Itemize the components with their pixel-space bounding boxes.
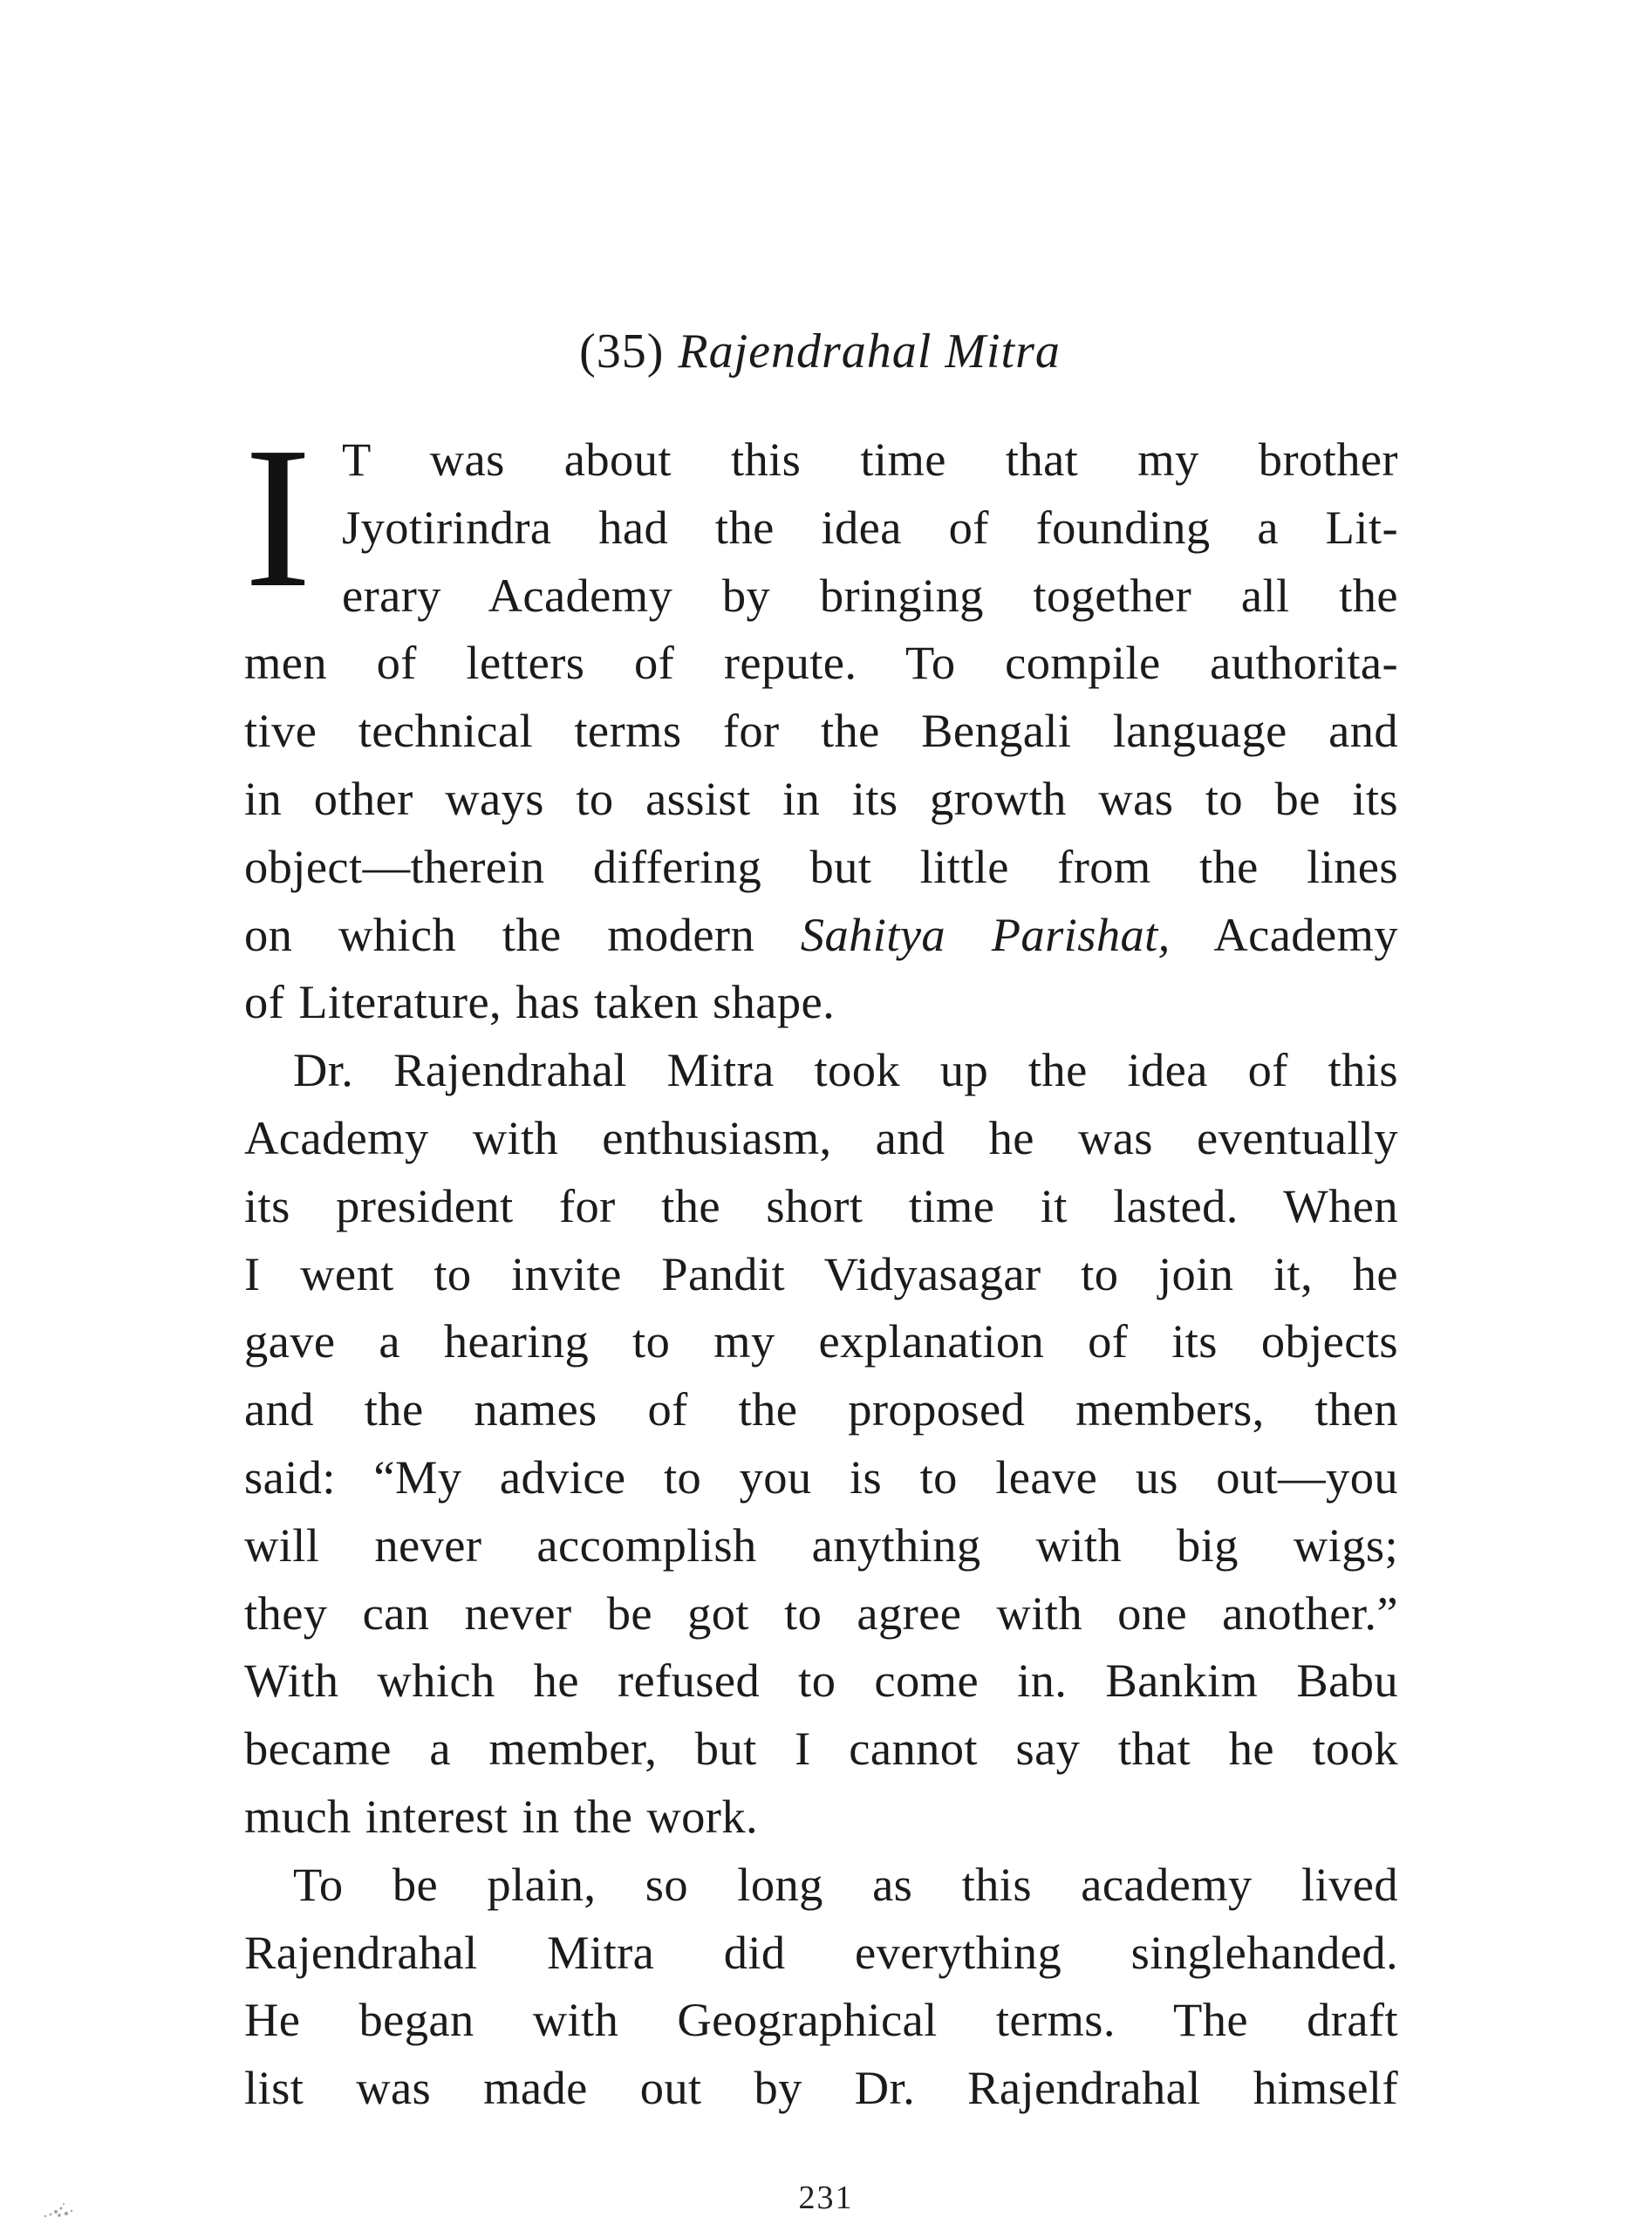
body-text [244,426,1398,2122]
text-line: Rajendrahal Mitra did everything singlehanded. [244,1925,1398,1979]
text-line: With which he refused to come in. Bankim Babu [244,1654,1398,1708]
text-line: will never accomplish anything with big wigs; [244,1518,1398,1572]
chapter-number: (35) [579,324,665,379]
text-line: Dr. Rajendrahal Mitra took up the idea of this [293,1043,1398,1097]
text-line: To be plain, so long as this academy lived [293,1857,1398,1911]
text-segment: on which the modern [244,907,801,961]
chapter-title: Rajendrahal Mitra [678,324,1061,379]
text-line: in other ways to assist in its growth was to be its [244,771,1398,825]
text-line: men of letters of repute. To compile authorita- [244,636,1398,690]
text-line: object—therein differing but little from the lines [244,839,1398,893]
text-line: much interest in the work. [244,1789,758,1843]
page-number: 231 [798,2180,854,2216]
text-line: said: “My advice to you is to leave us out—you [244,1450,1398,1504]
chapter-heading [240,321,1400,382]
scan-speckle [21,2191,82,2219]
italic-phrase: Sahitya Parishat, [800,907,1171,961]
text-line: became a member, but I cannot say that he took [244,1722,1398,1776]
text-line: I went to invite Pandit Vidyasagar to join it, he [244,1246,1398,1300]
text-line: gave a hearing to my explanation of its objects [244,1314,1398,1368]
drop-cap: I [244,406,312,630]
text-line: He began with Geographical terms. The draft [244,1993,1398,2047]
text-line: erary Academy by bringing together all the [342,568,1398,622]
text-line: tive technical terms for the Bengali language and [244,704,1398,758]
text-line: T was about this time that my brother [342,433,1398,486]
text-line: and the names of the proposed members, then [244,1382,1398,1436]
text-line: of Literature, has taken shape. [244,975,836,1029]
text-line: its president for the short time it lasted. When [244,1178,1398,1232]
text-line: list was made out by Dr. Rajendrahal himself [244,2061,1398,2115]
text-line: they can never be got to agree with one another.” [244,1586,1398,1640]
text-line: Academy with enthusiasm, and he was eventually [244,1110,1398,1164]
text-line-with-italic [244,901,1398,969]
text-line: Jyotirindra had the idea of founding a Lit- [342,500,1398,554]
text-segment: Academy [1170,907,1398,961]
